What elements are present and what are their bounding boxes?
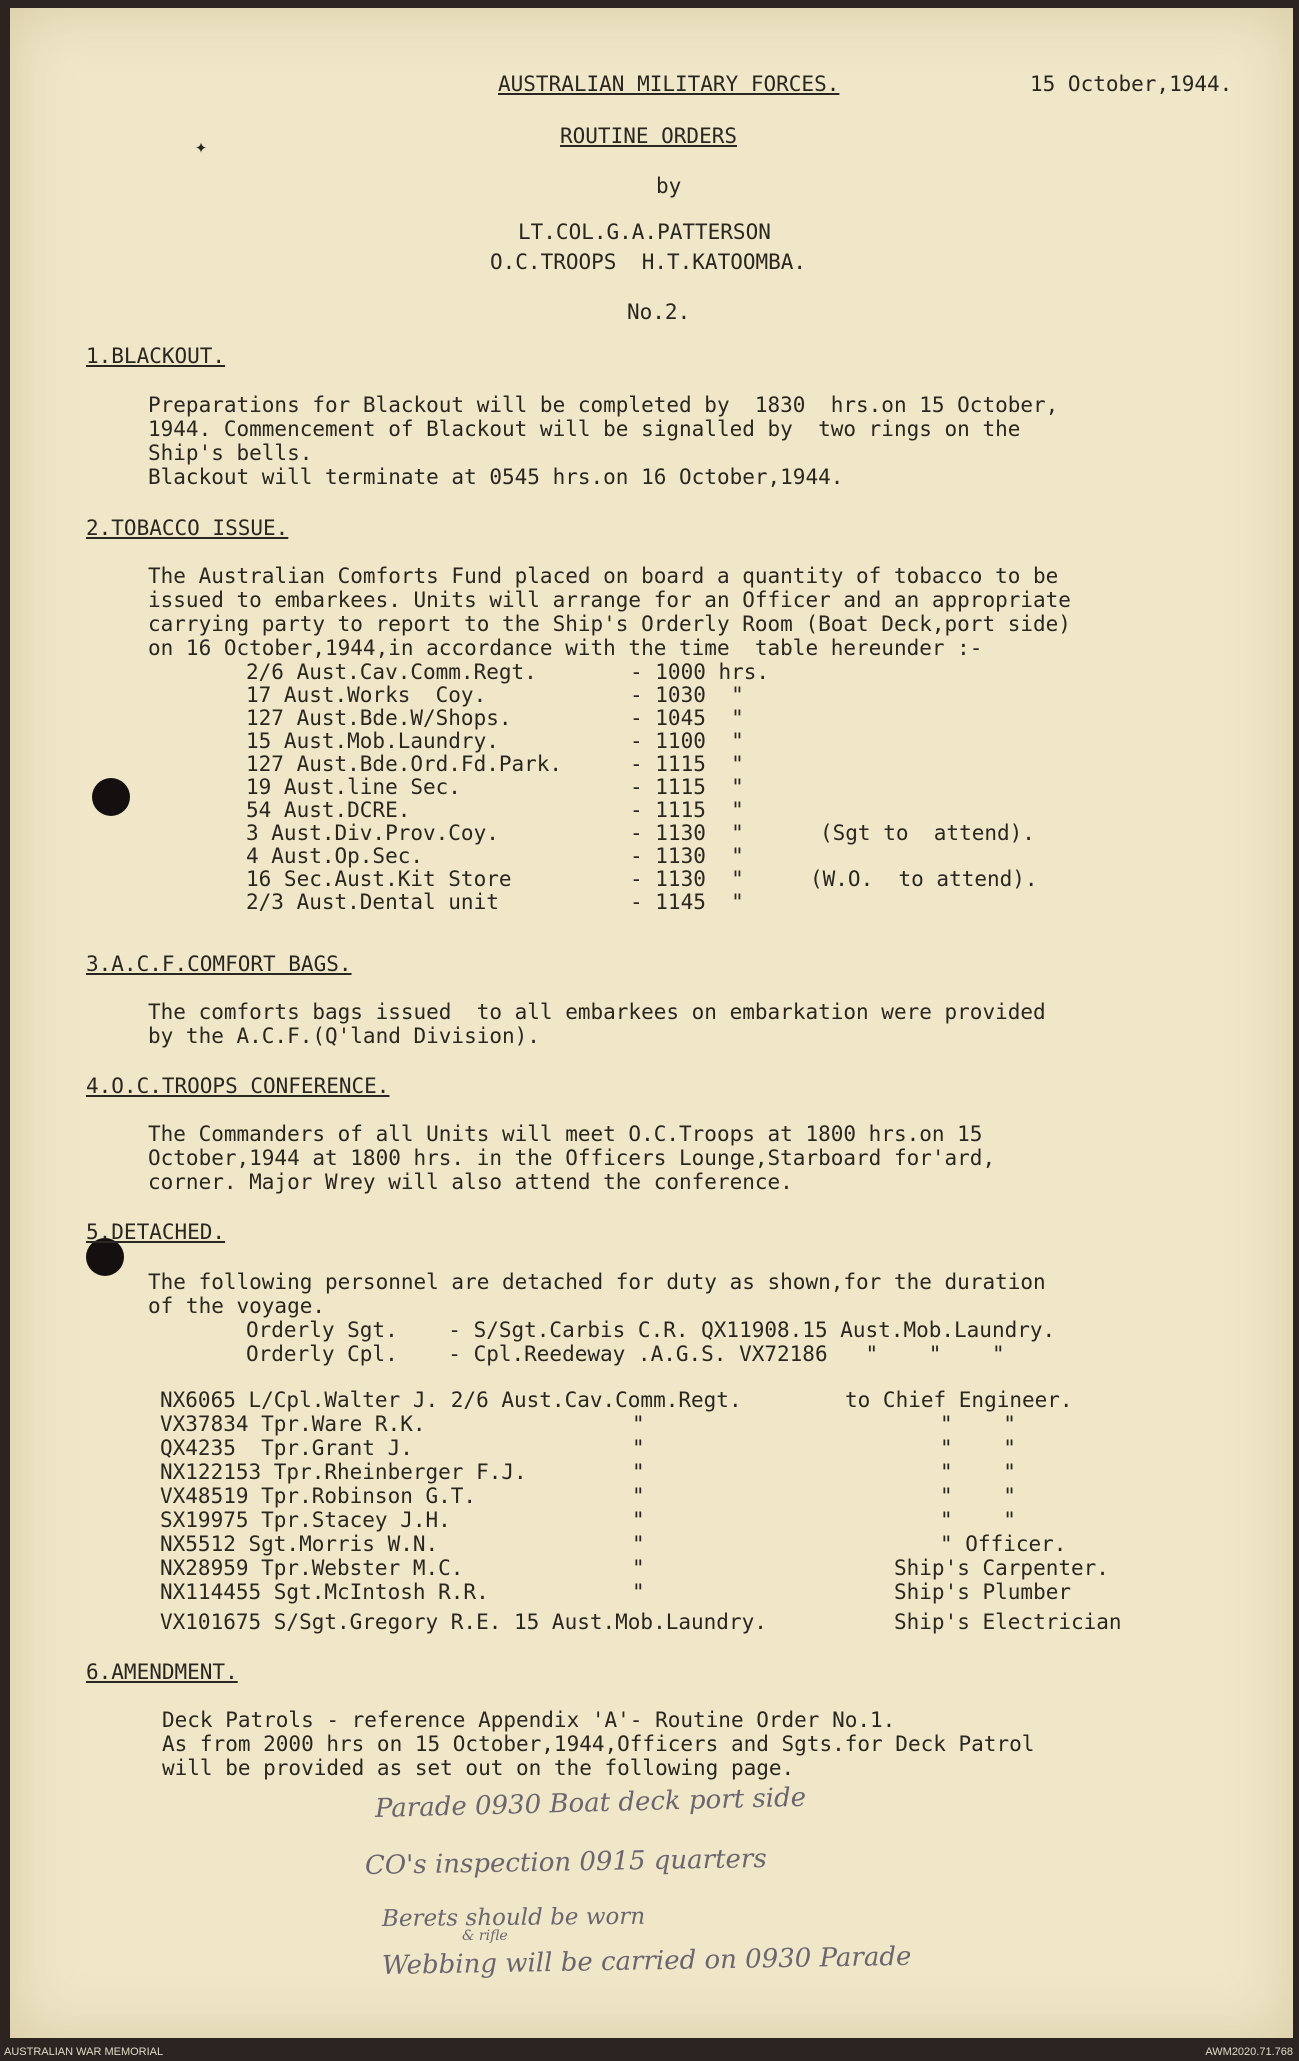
personnel-unit: " (632, 1436, 645, 1460)
by-line: by (656, 174, 682, 198)
paragraph-line: carrying party to report to the Ship's Orderly Room (Boat Deck,port side) (148, 612, 1071, 636)
schedule-time: - 1100 " (630, 729, 744, 753)
section-heading-detached: 5.DETACHED. (86, 1220, 226, 1244)
officer-position: O.C.TROOPS H.T.KATOOMBA. (490, 250, 807, 274)
schedule-time: - 1115 " (630, 752, 744, 776)
paragraph-line: 1944. Commencement of Blackout will be signalled by two rings on the (148, 417, 1021, 441)
personnel-unit: " (632, 1556, 645, 1580)
paragraph-line: As from 2000 hrs on 15 October,1944,Officers and Sgts.for Deck Patrol (162, 1732, 1035, 1756)
orderly-line: Orderly Sgt. - S/Sgt.Carbis C.R. QX11908.15 Aust.Mob.Laundry. (246, 1318, 1056, 1342)
personnel-name: NX28959 Tpr.Webster M.C. (160, 1556, 464, 1580)
handwritten-note: Webbing will be carried on 0930 Parade (381, 1941, 912, 1981)
schedule-time: - 1145 " (630, 890, 744, 914)
handwritten-insert: & rifle (462, 1928, 508, 1944)
schedule-time: - 1130 " (630, 867, 744, 891)
ink-mark: ✦ (195, 134, 208, 158)
footer-accession-number: AWM2020.71.768 (1205, 2046, 1293, 2058)
paragraph-line: of the voyage. (148, 1294, 326, 1318)
personnel-unit: " (632, 1484, 645, 1508)
personnel-unit: " (632, 1412, 645, 1436)
personnel-duty: " " (940, 1412, 1016, 1436)
personnel-unit: " (632, 1532, 645, 1556)
paragraph-line: October,1944 at 1800 hrs. in the Officers Lounge,Starboard for'ard, (148, 1146, 996, 1170)
schedule-unit: 2/3 Aust.Dental unit (246, 890, 499, 914)
schedule-unit: 15 Aust.Mob.Laundry. (246, 729, 499, 753)
schedule-time: - 1045 " (630, 706, 744, 730)
schedule-unit: 54 Aust.DCRE. (246, 798, 411, 822)
paragraph-line: issued to embarkees. Units will arrange for an Officer and an appropriate (148, 588, 1071, 612)
section-heading-amendment: 6.AMENDMENT. (86, 1660, 238, 1684)
document-title: ROUTINE ORDERS (560, 124, 738, 148)
personnel-duty: Ship's Plumber (894, 1580, 1072, 1604)
paragraph-line: corner. Major Wrey will also attend the conference. (148, 1170, 793, 1194)
section-heading-tobacco: 2.TOBACCO ISSUE. (86, 516, 289, 540)
paragraph-line: The Commanders of all Units will meet O.C.Troops at 1800 hrs.on 15 (148, 1122, 983, 1146)
personnel-duty: " " (940, 1436, 1016, 1460)
schedule-unit: 17 Aust.Works Coy. (246, 683, 487, 707)
schedule-note: (Sgt to attend). (820, 821, 1035, 845)
schedule-unit: 19 Aust.line Sec. (246, 775, 461, 799)
personnel-duty: Ship's Electrician (894, 1610, 1122, 1634)
schedule-unit: 4 Aust.Op.Sec. (246, 844, 424, 868)
personnel-name: NX6065 L/Cpl.Walter J. 2/6 Aust.Cav.Comm.Regt. (160, 1388, 742, 1412)
issuing-officer: LT.COL.G.A.PATTERSON (518, 220, 771, 244)
personnel-unit: " (632, 1460, 645, 1484)
personnel-duty: to Chief Engineer. (845, 1388, 1073, 1412)
schedule-note: (W.O. to attend). (810, 867, 1038, 891)
paragraph-line: Preparations for Blackout will be completed by 1830 hrs.on 15 October, (148, 393, 1059, 417)
schedule-unit: 2/6 Aust.Cav.Comm.Regt. (246, 660, 537, 684)
personnel-name: SX19975 Tpr.Stacey J.H. (160, 1508, 451, 1532)
personnel-duty: " " (940, 1508, 1016, 1532)
document-date: 15 October,1944. (1030, 72, 1233, 96)
paragraph-line: The following personnel are detached for duty as shown,for the duration (148, 1270, 1046, 1294)
section-heading-blackout: 1.BLACKOUT. (86, 344, 226, 368)
handwritten-note: CO's inspection 0915 quarters (364, 1843, 767, 1881)
paragraph-line: by the A.C.F.(Q'land Division). (148, 1024, 540, 1048)
archive-footer (0, 2044, 1299, 2061)
personnel-duty: " " (940, 1484, 1016, 1508)
footer-institution: AUSTRALIAN WAR MEMORIAL (4, 2046, 164, 2058)
schedule-unit: 127 Aust.Bde.Ord.Fd.Park. (246, 752, 563, 776)
personnel-name: NX5512 Sgt.Morris W.N. (160, 1532, 439, 1556)
schedule-unit: 16 Sec.Aust.Kit Store (246, 867, 512, 891)
schedule-unit: 127 Aust.Bde.W/Shops. (246, 706, 512, 730)
schedule-time: - 1130 " (630, 844, 744, 868)
schedule-time: - 1130 " (630, 821, 744, 845)
personnel-duty: " " (940, 1460, 1016, 1484)
punch-hole-top (92, 778, 130, 816)
paragraph-line: Blackout will terminate at 0545 hrs.on 16 October,1944. (148, 465, 844, 489)
paragraph-line: on 16 October,1944,in accordance with the time table hereunder :- (148, 636, 983, 660)
section-heading-comfort-bags: 3.A.C.F.COMFORT BAGS. (86, 952, 352, 976)
paragraph-line: The comforts bags issued to all embarkees on embarkation were provided (148, 1000, 1046, 1024)
personnel-name: NX122153 Tpr.Rheinberger F.J. (160, 1460, 527, 1484)
order-number: No.2. (627, 300, 691, 324)
personnel-name: NX114455 Sgt.McIntosh R.R. (160, 1580, 489, 1604)
orderly-line: Orderly Cpl. - Cpl.Reedeway .A.G.S. VX72186 " " " (246, 1342, 1005, 1366)
personnel-name: QX4235 Tpr.Grant J. (160, 1436, 413, 1460)
personnel-duty: " Officer. (940, 1532, 1067, 1556)
personnel-name: VX37834 Tpr.Ware R.K. (160, 1412, 426, 1436)
handwritten-note: Berets should be worn (381, 1903, 646, 1932)
personnel-name: VX48519 Tpr.Robinson G.T. (160, 1484, 477, 1508)
personnel-unit: " (632, 1580, 645, 1604)
section-heading-conference: 4.O.C.TROOPS CONFERENCE. (86, 1074, 390, 1098)
schedule-time: - 1030 " (630, 683, 744, 707)
document-page (10, 8, 1293, 2038)
paragraph-line: The Australian Comforts Fund placed on board a quantity of tobacco to be (148, 564, 1059, 588)
personnel-duty: Ship's Carpenter. (894, 1556, 1109, 1580)
handwritten-note: Parade 0930 Boat deck port side (374, 1782, 807, 1824)
org-heading: AUSTRALIAN MILITARY FORCES. (498, 72, 840, 96)
schedule-time: - 1115 " (630, 798, 744, 822)
paragraph-line: Ship's bells. (148, 441, 313, 465)
schedule-time: - 1000 hrs. (630, 660, 770, 684)
schedule-time: - 1115 " (630, 775, 744, 799)
paragraph-line: Deck Patrols - reference Appendix 'A'- Routine Order No.1. (162, 1708, 896, 1732)
personnel-unit: " (632, 1508, 645, 1532)
paragraph-line: will be provided as set out on the following page. (162, 1756, 795, 1780)
personnel-name: VX101675 S/Sgt.Gregory R.E. 15 Aust.Mob.Laundry. (160, 1610, 767, 1634)
schedule-unit: 3 Aust.Div.Prov.Coy. (246, 821, 499, 845)
